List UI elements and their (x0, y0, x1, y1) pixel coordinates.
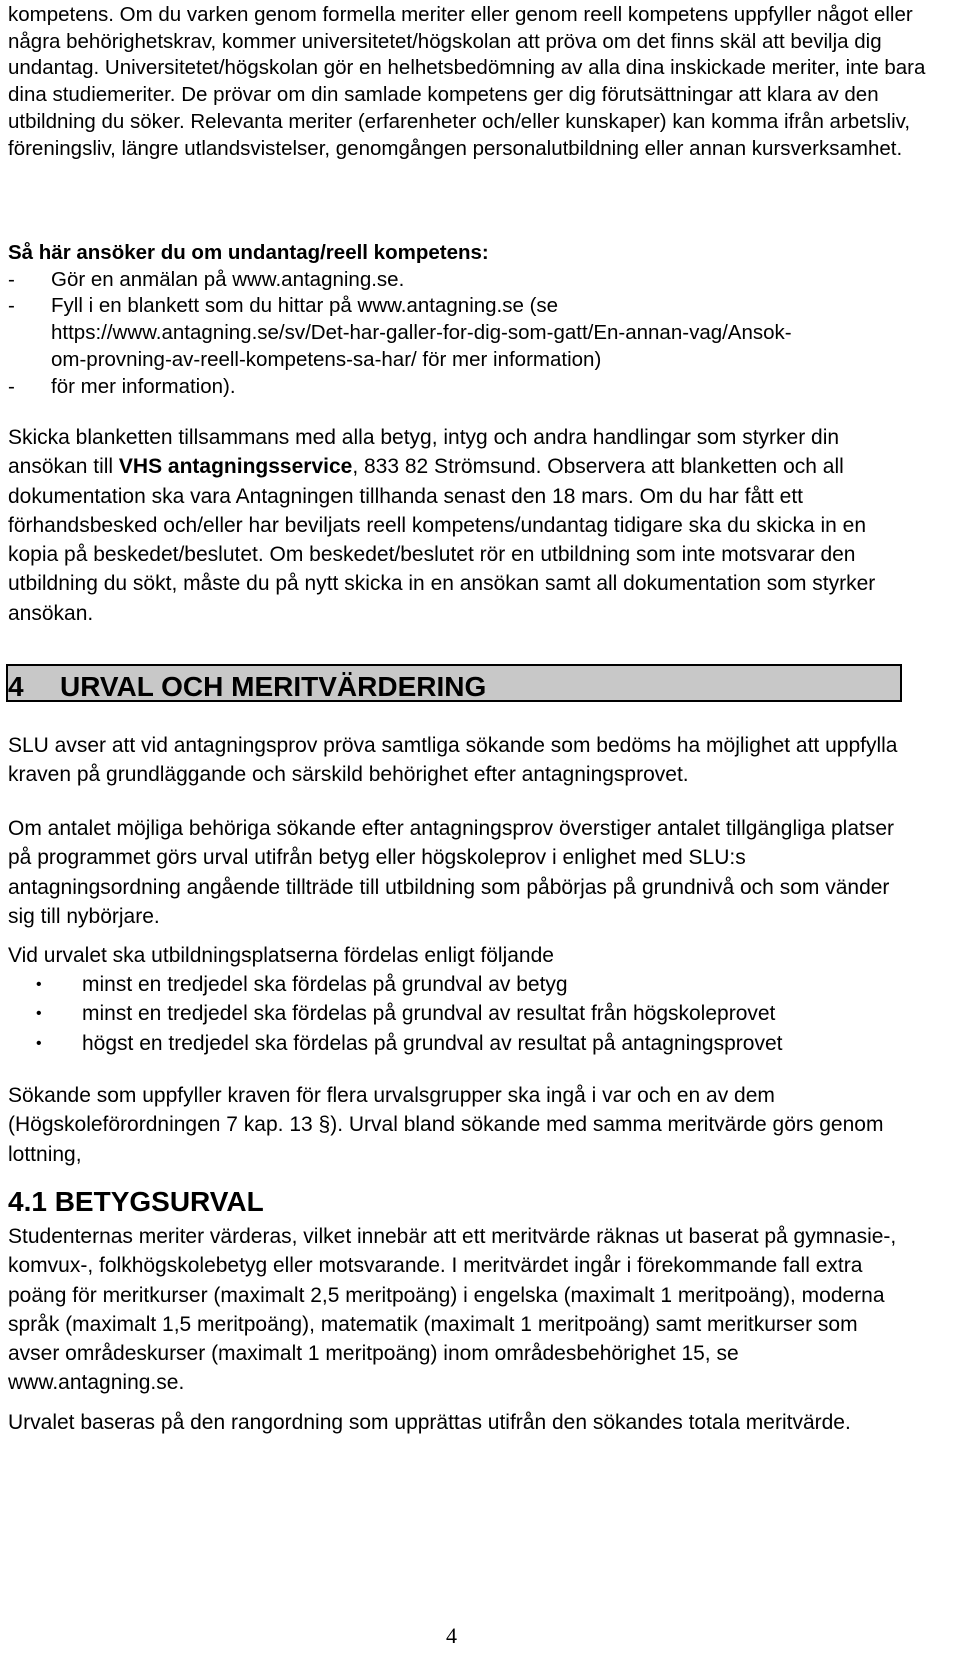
section4-paragraph-3: Vid urvalet ska utbildningsplatserna fördelas enligt följande (8, 944, 554, 967)
list-item: • minst en tredjedel ska fördelas på grundval av betyg (36, 973, 568, 996)
section-title: URVAL OCH MERITVÄRDERING (60, 671, 487, 702)
apply-heading: Så här ansöker du om undantag/reell kompetens: (8, 241, 489, 264)
section4-paragraph-4: Sökande som uppfyller kraven för flera urvalsgrupper ska ingå i var och en av dem (Högskoleförordningen 7 kap. 13 §). Urval bland sökande med samma meritvärde görs genom lottning, (8, 1084, 884, 1166)
apply-section (8, 240, 958, 400)
section4-paragraph-2: Om antalet möjliga behöriga sökande efter antagningsprov överstiger antalet tillgängliga platser på programmet görs urval utifrån betyg eller högskoleprov i enlighet med SLU:s antagningsordning angående tillträde till utbildning som påbörjas på grundnivå och som vänder sig till nybörjare. (8, 817, 895, 928)
list-item: • högst en tredjedel ska fördelas på grundval av resultat på antagningsprovet (36, 1031, 783, 1055)
section41-paragraph-1: Studenternas meriter värderas, vilket innebär att ett meritvärde räknas ut baserat på gymnasie-, komvux-, folkhögskolebetyg eller motsvarande. I meritvärdet ingår i förekommande fall extra poäng för meritkurser (maximalt 2,5 meritpoäng) i engelska (maximalt 1 meritpoäng), moderna språk (maximalt 1,5 meritpoäng), matematik (maximalt 1 meritpoäng) samt meritkurser som avser områdeskurser (maximalt 1 meritpoäng) inom områdesbehörighet 15, se www.antagning.se. (8, 1225, 897, 1395)
selection-bullet-list (8, 970, 958, 1058)
send-paragraph: Skicka blanketten tillsammans med alla betyg, intyg och andra handlingar som styrker din ansökan till VHS antagningsservice, 833 82 Strömsund. Observera att blanketten och all dokumentation ska vara Antagningen tillhanda senast den 18 mars. Om du har fått ett förhandsbesked och/eller har beviljats reell kompetens/undantag tidigare ska du skicka in en kopia på beskedet/beslutet. Om beskedet/beslutet rör en utbildning som inte motsvarar den utbildning du sökt, måste du på nytt skicka in en ansökan samt all dokumentation som styrker ansökan. (8, 426, 876, 625)
intro-text-3: De prövar om din samlade kompetens ger dig förutsättningar att klara av den utbildning du söker. (8, 83, 879, 133)
intro-text-4: Relevanta meriter (erfarenheter och/eller kunskaper) kan komma ifrån arbetsliv, föreningsliv, längre utlandsvistelser, genomgången personalutbildning eller annan kursverksamhet. (8, 109, 911, 160)
apply-list (8, 267, 958, 401)
section-number: 4 (8, 671, 24, 702)
send-recipient: VHS antagningsservice (118, 455, 353, 479)
section4-paragraph-1: SLU avser att vid antagningsprov pröva samtliga sökande som bedöms ha möjlighet att uppfylla kraven på grundläggande och särskild behörighet efter antagningsprovet. (8, 734, 898, 787)
list-item: - för mer information). (8, 374, 236, 398)
section41-paragraph-2: Urvalet baseras på den rangordning som upprättas utifrån den sökandes totala meritvärde. (8, 1411, 851, 1434)
intro-text-1: kompetens. Om du varken genom formella meriter eller genom reell kompetens uppfyller något eller några behörighetskrav, kommer universitetet/högskolan att pröva om det finns skäl att bevilja dig undantag. (8, 3, 913, 80)
intro-paragraph (8, 2, 953, 162)
list-item: - Gör en anmälan på www.antagning.se. (8, 267, 405, 291)
list-item: - Fyll i en blankett som du hittar på www.antagning.se (se https://www.antagning.se/sv/Det-har-galler-for-dig-som-gatt/En-annan-vag/Ansok-om-provning-av-reell-kompetens-sa-har/ för mer information) (8, 294, 792, 371)
list-item: • minst en tredjedel ska fördelas på grundval av resultat från högskoleprovet (36, 1002, 776, 1026)
page-number: 4 (446, 1623, 457, 1648)
section-heading (8, 671, 486, 703)
intro-text-2: Universitetet/högskolan gör en helhetsbedömning av alla dina inskickade meriter, inte bara dina studiemeriter. (8, 56, 926, 107)
subsection-heading: 4.1 BETYGSURVAL (8, 1186, 264, 1217)
